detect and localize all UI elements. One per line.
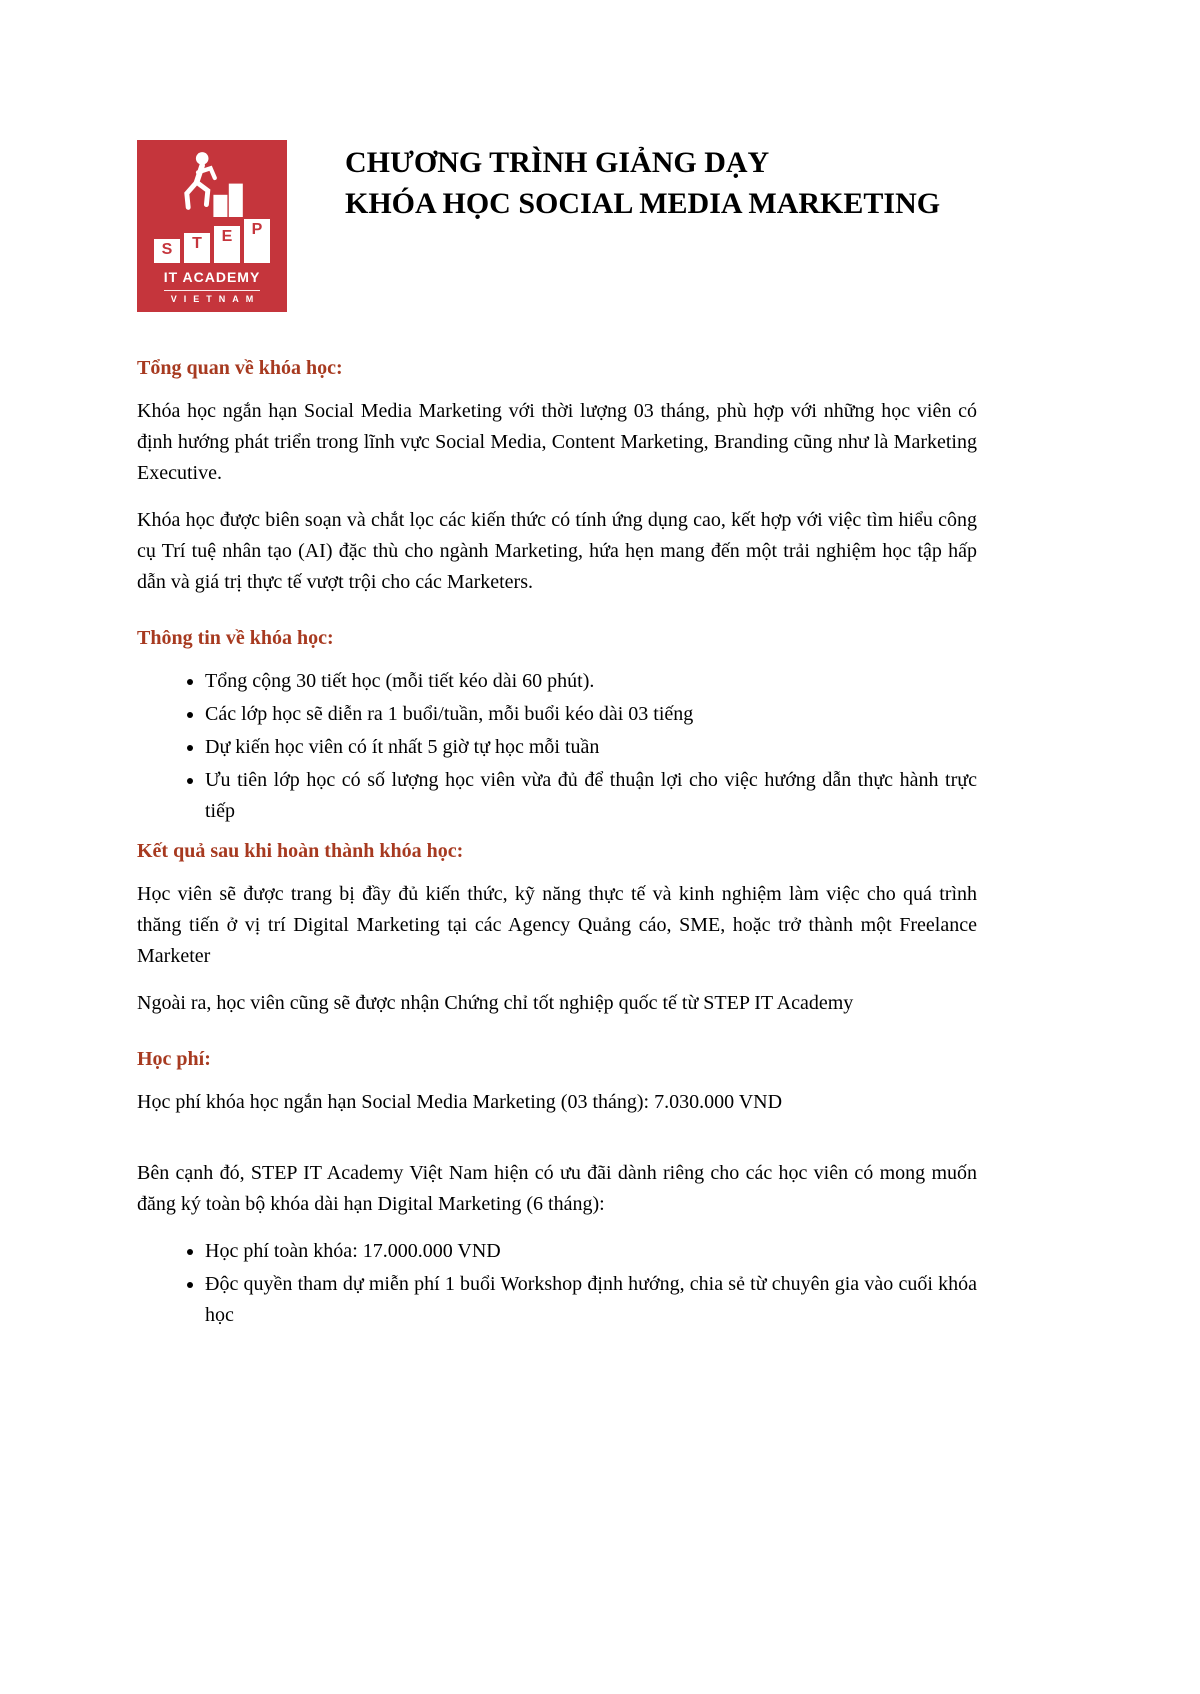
logo-letter-e: E [214, 226, 240, 263]
results-paragraph-1: Học viên sẽ được trang bị đầy đủ kiến thức, kỹ năng thực tế và kinh nghiệm làm việc cho quá trình thăng tiến ở vị trí Digital Marketing tại các Agency Quảng cáo, SME, hoặc trở thành một Freelance Marketer [137, 883, 977, 967]
overview-paragraph-1: Khóa học ngắn hạn Social Media Marketing với thời lượng 03 tháng, phù hợp với những học viên có định hướng phát triển trong lĩnh vực Social Media, Content Marketing, Branding cũng như là Marketing Executive. [137, 400, 977, 484]
document-title-line2: KHÓA HỌC SOCIAL MEDIA MARKETING [345, 187, 941, 220]
info-bullet-list [137, 666, 977, 827]
overview-paragraph-2: Khóa học được biên soạn và chắt lọc các kiến thức có tính ứng dụng cao, kết hợp với việc tìm hiểu công cụ Trí tuệ nhân tạo (AI) đặc thù cho ngành Marketing, hứa hẹn mang đến một trải nghiệm học tập hấp dẫn và giá trị thực tế vượt trội cho các Marketers. [137, 509, 977, 593]
document-header [137, 140, 977, 312]
tuition-bullet-2: • Độc quyền tham dự miễn phí 1 buổi Workshop định hướng, chia sẻ từ chuyên gia vào cuối khóa học [205, 1269, 977, 1331]
logo-step-letters [154, 219, 270, 263]
tuition-bullet-1: • Học phí toàn khóa: 17.000.000 VND [205, 1236, 977, 1267]
step-it-academy-logo [137, 140, 287, 312]
document-body [137, 354, 977, 1331]
logo-letter-s: S [154, 239, 180, 263]
overview-heading: Tổng quan về khóa học: [137, 357, 343, 379]
results-paragraph-2: Ngoài ra, học viên cũng sẽ được nhận Chứng chỉ tốt nghiệp quốc tế từ STEP IT Academy [137, 992, 854, 1014]
tuition-heading: Học phí: [137, 1048, 211, 1070]
tuition-bullet-list [137, 1236, 977, 1331]
title-block [345, 140, 940, 224]
tuition-paragraph-1: Học phí khóa học ngắn hạn Social Media Marketing (03 tháng): 7.030.000 VND [137, 1091, 783, 1113]
info-bullet-2: • Các lớp học sẽ diễn ra 1 buổi/tuần, mỗi buổi kéo dài 03 tiếng [205, 699, 977, 730]
tuition-paragraph-2: Bên cạnh đó, STEP IT Academy Việt Nam hiện có ưu đãi dành riêng cho các học viên có mong muốn đăng ký toàn bộ khóa dài hạn Digital Marketing (6 tháng): [137, 1162, 977, 1215]
info-bullet-3: • Dự kiến học viên có ít nhất 5 giờ tự học mỗi tuần [205, 732, 977, 763]
info-bullet-4: • Ưu tiên lớp học có số lượng học viên vừa đủ để thuận lợi cho việc hướng dẫn thực hành trực tiếp [205, 765, 977, 827]
info-heading: Thông tin về khóa học: [137, 627, 334, 649]
logo-letter-p: P [244, 219, 270, 263]
logo-it-academy-text: IT ACADEMY [163, 269, 261, 286]
climbing-person-icon [166, 150, 258, 217]
results-heading: Kết quả sau khi hoàn thành khóa học: [137, 840, 464, 862]
logo-vietnam-text: VIETNAM [164, 290, 261, 304]
document-title-line1: CHƯƠNG TRÌNH GIẢNG DẠY [345, 146, 770, 179]
logo-letter-t: T [184, 233, 210, 263]
info-bullet-1: • Tổng cộng 30 tiết học (mỗi tiết kéo dài 60 phút). [205, 666, 977, 697]
